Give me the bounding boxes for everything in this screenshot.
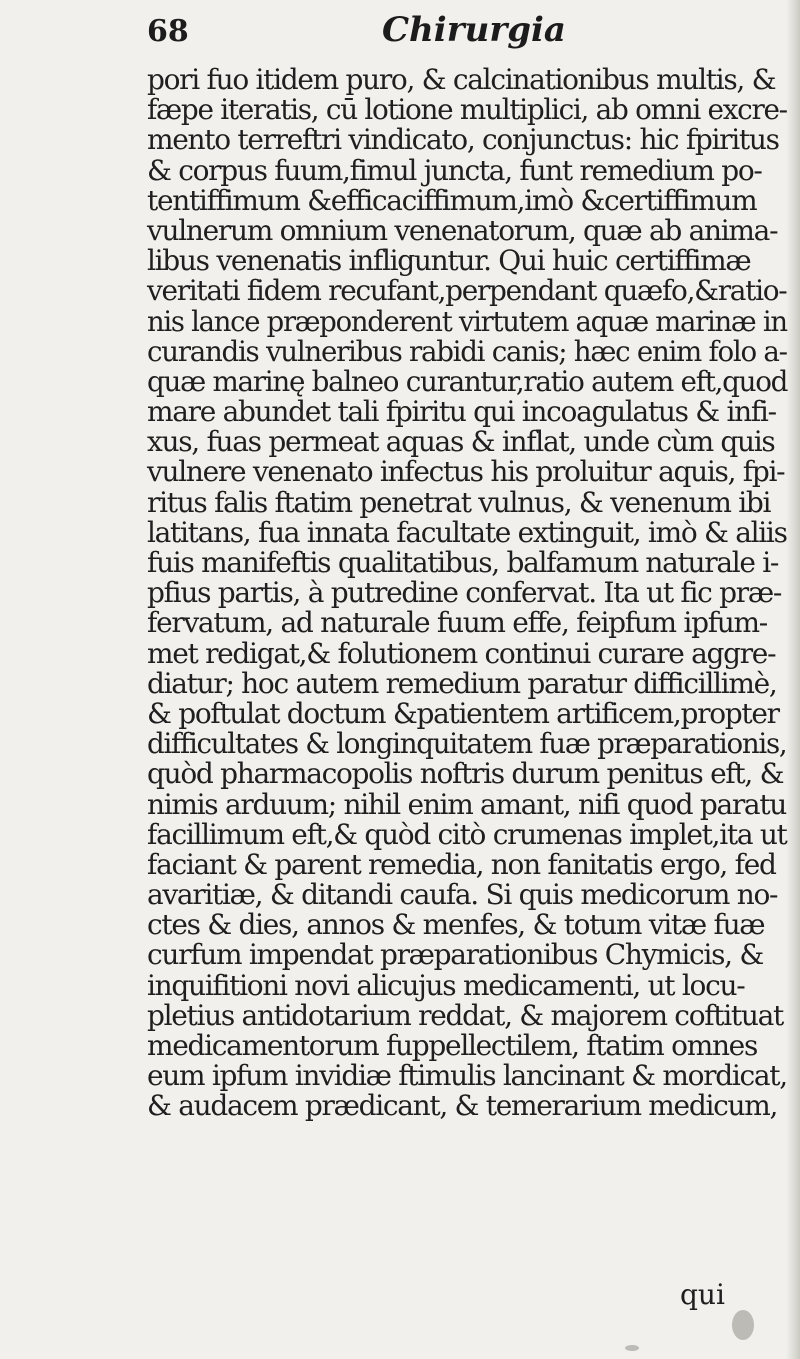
text-line: pletius antidotarium reddat, & majorem coftituat	[147, 998, 783, 1032]
text-line: quòd pharmacopolis noftris durum penitus eft, &	[147, 757, 784, 791]
text-line: ctes & dies, annos & menfes, & totum vitæ fuæ	[147, 908, 765, 942]
text-line: pori fuo itidem puro, & calcinationibus multis, &	[147, 63, 776, 96]
text-line: fuis manifeftis qualitatibus, balfamum naturale i-	[147, 546, 779, 579]
page-number: 68	[147, 14, 189, 49]
text-line: mento terreftri vindicato, conjunctus: hic fpiritus	[147, 123, 779, 157]
page-header	[147, 6, 787, 56]
text-line: faciant & parent remedia, non fanitatis ergo, fed	[147, 847, 776, 881]
text-line: avaritiæ, & ditandi caufa. Si quis medicorum no-	[147, 878, 778, 912]
body-text	[147, 65, 787, 1122]
running-head: Chirurgia	[382, 10, 566, 50]
text-line: & audacem prædicant, & temerarium medicum,	[147, 1089, 778, 1123]
page-blemish	[732, 1310, 754, 1340]
text-line: mare abundet tali fpiritu qui incoagulatus & infi-	[147, 395, 776, 429]
text-line: vulnerum omnium venenatorum, quæ ab anima-	[147, 213, 778, 247]
text-line: nis lance præponderent virtutem aquæ marinæ in	[147, 304, 787, 338]
text-line: pfius partis, à putredine confervat. Ita ut fic præ-	[147, 576, 782, 610]
text-line: difficultates & longinquitatem fuæ præparationis,	[147, 727, 787, 761]
text-line: diatur; hoc autem remedium paratur difficillimè,	[147, 666, 777, 700]
text-line: curfum impendat præparationibus Chymicis, &	[147, 938, 763, 972]
text-line: & poftulat doctum &patientem artificem,propter	[147, 696, 779, 730]
text-line: latitans, fua innata facultate extinguit, imò & aliis	[147, 515, 787, 549]
text-line: nimis arduum; nihil enim amant, nifi quod paratu	[147, 787, 787, 821]
catchword: qui	[680, 1278, 725, 1311]
text-line: tentiffimum &efficaciffimum,imò &certiffimum	[147, 183, 757, 217]
text-line: eum ipfum invidiæ ftimulis lancinant & mordicat,	[147, 1059, 787, 1093]
text-line: fervatum, ad naturale fuum effe, feipfum ipfum-	[147, 606, 767, 640]
text-line: facillimum eft,& quòd citò crumenas implet,ita ut	[147, 817, 787, 851]
text-line: ritus falis ftatim penetrat vulnus, & venenum ibi	[147, 485, 771, 519]
text-line: libus venenatis infliguntur. Qui huic certiffimæ	[147, 244, 751, 278]
page-edge-shadow	[786, 0, 800, 1359]
text-line: met redigat,& folutionem continui curare aggre-	[147, 636, 776, 670]
text-line: vulnere venenato infectus his proluitur aquis, fpi-	[147, 455, 785, 489]
text-line: curandis vulneribus rabidi canis; hæc enim folo a-	[147, 334, 787, 368]
page-blemish	[625, 1345, 639, 1351]
text-line: veritati fidem recufant,perpendant quæfo,&ratio-	[147, 274, 787, 308]
text-line: xus, fuas permeat aquas & inflat, unde cùm quis	[147, 425, 775, 459]
text-line: fæpe iteratis, cū lotione multiplici, ab omni excre-	[147, 93, 787, 127]
text-line: & corpus fuum,fimul juncta, funt remedium po-	[147, 153, 762, 187]
text-line: medicamentorum fuppellectilem, ftatim omnes	[147, 1029, 758, 1062]
text-line: inquifitioni novi alicujus medicamenti, ut locu-	[147, 968, 745, 1002]
text-line: quæ marinę balneo curantur,ratio autem eft,quod	[147, 364, 788, 398]
